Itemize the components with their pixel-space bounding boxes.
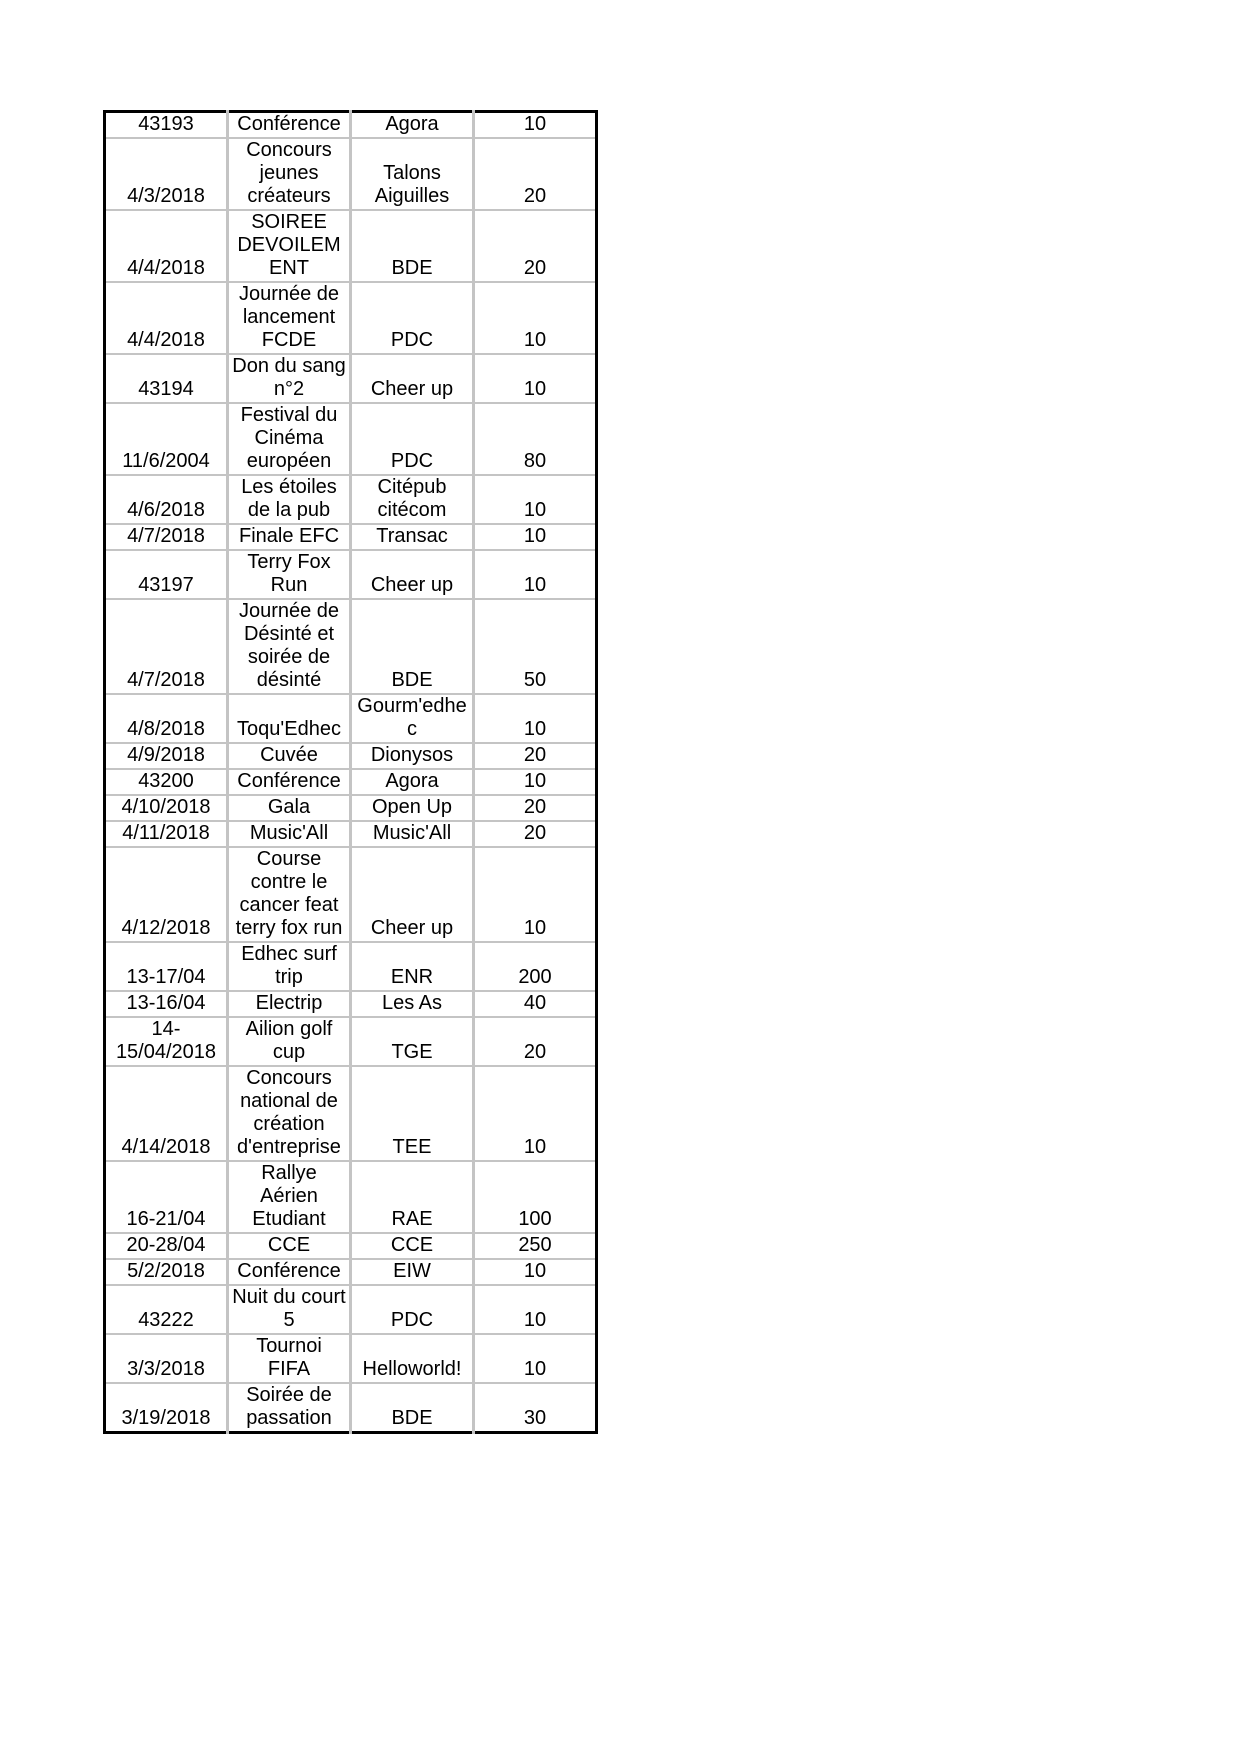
organizer-cell: Gourm'edhe c [351, 694, 474, 743]
table-row [105, 743, 597, 769]
event-cell: Ailion golf cup [228, 1017, 351, 1066]
organizer-cell: Agora [351, 769, 474, 795]
organizer-cell: Cheer up [351, 550, 474, 599]
date-cell: 4/7/2018 [105, 524, 228, 550]
points-cell: 20 [474, 821, 597, 847]
event-cell: Cuvée [228, 743, 351, 769]
event-cell: Journée de Désinté et soirée de désinté [228, 599, 351, 694]
table-row [105, 210, 597, 282]
date-cell: 43222 [105, 1285, 228, 1334]
points-cell: 20 [474, 795, 597, 821]
points-cell: 250 [474, 1233, 597, 1259]
date-cell: 43200 [105, 769, 228, 795]
points-cell: 20 [474, 1017, 597, 1066]
points-cell: 100 [474, 1161, 597, 1233]
organizer-cell: Helloworld! [351, 1334, 474, 1383]
table-row [105, 550, 597, 599]
event-cell: Course contre le cancer feat terry fox run [228, 847, 351, 942]
event-cell: Journée de lancement FCDE [228, 282, 351, 354]
organizer-cell: BDE [351, 210, 474, 282]
table-row [105, 942, 597, 991]
table-row [105, 1383, 597, 1433]
points-cell: 20 [474, 210, 597, 282]
table-row [105, 1334, 597, 1383]
events-table [103, 110, 598, 1434]
date-cell: 4/6/2018 [105, 475, 228, 524]
date-cell: 4/9/2018 [105, 743, 228, 769]
points-cell: 50 [474, 599, 597, 694]
organizer-cell: Open Up [351, 795, 474, 821]
points-cell: 10 [474, 282, 597, 354]
date-cell: 4/11/2018 [105, 821, 228, 847]
event-cell: Edhec surf trip [228, 942, 351, 991]
organizer-cell: Music'All [351, 821, 474, 847]
event-cell: Music'All [228, 821, 351, 847]
date-cell: 4/8/2018 [105, 694, 228, 743]
organizer-cell: RAE [351, 1161, 474, 1233]
table-row [105, 694, 597, 743]
table-row [105, 282, 597, 354]
points-cell: 10 [474, 769, 597, 795]
event-cell: Concours national de création d'entreprise [228, 1066, 351, 1161]
organizer-cell: BDE [351, 1383, 474, 1433]
points-cell: 10 [474, 354, 597, 403]
date-cell: 4/14/2018 [105, 1066, 228, 1161]
points-cell: 10 [474, 475, 597, 524]
organizer-cell: Cheer up [351, 847, 474, 942]
points-cell: 200 [474, 942, 597, 991]
date-cell: 3/19/2018 [105, 1383, 228, 1433]
event-cell: Terry Fox Run [228, 550, 351, 599]
event-cell: Electrip [228, 991, 351, 1017]
points-cell: 10 [474, 847, 597, 942]
event-cell: Les étoiles de la pub [228, 475, 351, 524]
event-cell: Conférence [228, 769, 351, 795]
table-row [105, 524, 597, 550]
table-row [105, 599, 597, 694]
table-row [105, 1066, 597, 1161]
event-cell: Soirée de passation [228, 1383, 351, 1433]
event-cell: Conférence [228, 1259, 351, 1285]
event-cell: Finale EFC [228, 524, 351, 550]
table-row [105, 1259, 597, 1285]
organizer-cell: TGE [351, 1017, 474, 1066]
organizer-cell: Citépub citécom [351, 475, 474, 524]
date-cell: 43197 [105, 550, 228, 599]
event-cell: Festival du Cinéma européen [228, 403, 351, 475]
organizer-cell: Dionysos [351, 743, 474, 769]
event-cell: CCE [228, 1233, 351, 1259]
event-cell: Tournoi FIFA [228, 1334, 351, 1383]
date-cell: 4/4/2018 [105, 282, 228, 354]
organizer-cell: Transac [351, 524, 474, 550]
points-cell: 30 [474, 1383, 597, 1433]
event-cell: Toqu'Edhec [228, 694, 351, 743]
table-row [105, 821, 597, 847]
points-cell: 20 [474, 743, 597, 769]
event-cell: Rallye Aérien Etudiant [228, 1161, 351, 1233]
organizer-cell: Talons Aiguilles [351, 138, 474, 210]
organizer-cell: EIW [351, 1259, 474, 1285]
table-row [105, 991, 597, 1017]
date-cell: 43194 [105, 354, 228, 403]
date-cell: 20-28/04 [105, 1233, 228, 1259]
organizer-cell: PDC [351, 403, 474, 475]
table-row [105, 1285, 597, 1334]
date-cell: 4/3/2018 [105, 138, 228, 210]
event-cell: Nuit du court 5 [228, 1285, 351, 1334]
table-row [105, 1233, 597, 1259]
event-cell: Conférence [228, 112, 351, 139]
points-cell: 10 [474, 694, 597, 743]
events-table-body [105, 112, 597, 1433]
table-row [105, 138, 597, 210]
event-cell: SOIREE DEVOILEM ENT [228, 210, 351, 282]
date-cell: 43193 [105, 112, 228, 139]
date-cell: 13-16/04 [105, 991, 228, 1017]
points-cell: 10 [474, 1334, 597, 1383]
table-row [105, 1017, 597, 1066]
table-row [105, 795, 597, 821]
event-cell: Don du sang n°2 [228, 354, 351, 403]
table-row [105, 475, 597, 524]
points-cell: 10 [474, 524, 597, 550]
organizer-cell: BDE [351, 599, 474, 694]
date-cell: 5/2/2018 [105, 1259, 228, 1285]
date-cell: 16-21/04 [105, 1161, 228, 1233]
date-cell: 4/12/2018 [105, 847, 228, 942]
table-row [105, 112, 597, 139]
organizer-cell: ENR [351, 942, 474, 991]
table-row [105, 769, 597, 795]
organizer-cell: Les As [351, 991, 474, 1017]
points-cell: 10 [474, 1285, 597, 1334]
points-cell: 10 [474, 1066, 597, 1161]
points-cell: 10 [474, 1259, 597, 1285]
points-cell: 10 [474, 112, 597, 139]
date-cell: 3/3/2018 [105, 1334, 228, 1383]
points-cell: 10 [474, 550, 597, 599]
date-cell: 4/10/2018 [105, 795, 228, 821]
points-cell: 80 [474, 403, 597, 475]
event-cell: Concours jeunes créateurs [228, 138, 351, 210]
table-row [105, 847, 597, 942]
points-cell: 40 [474, 991, 597, 1017]
date-cell: 14- 15/04/2018 [105, 1017, 228, 1066]
organizer-cell: PDC [351, 1285, 474, 1334]
date-cell: 13-17/04 [105, 942, 228, 991]
table-row [105, 354, 597, 403]
table-row [105, 1161, 597, 1233]
table-row [105, 403, 597, 475]
points-cell: 20 [474, 138, 597, 210]
date-cell: 4/7/2018 [105, 599, 228, 694]
event-cell: Gala [228, 795, 351, 821]
date-cell: 11/6/2004 [105, 403, 228, 475]
organizer-cell: PDC [351, 282, 474, 354]
organizer-cell: CCE [351, 1233, 474, 1259]
organizer-cell: Agora [351, 112, 474, 139]
organizer-cell: Cheer up [351, 354, 474, 403]
date-cell: 4/4/2018 [105, 210, 228, 282]
organizer-cell: TEE [351, 1066, 474, 1161]
